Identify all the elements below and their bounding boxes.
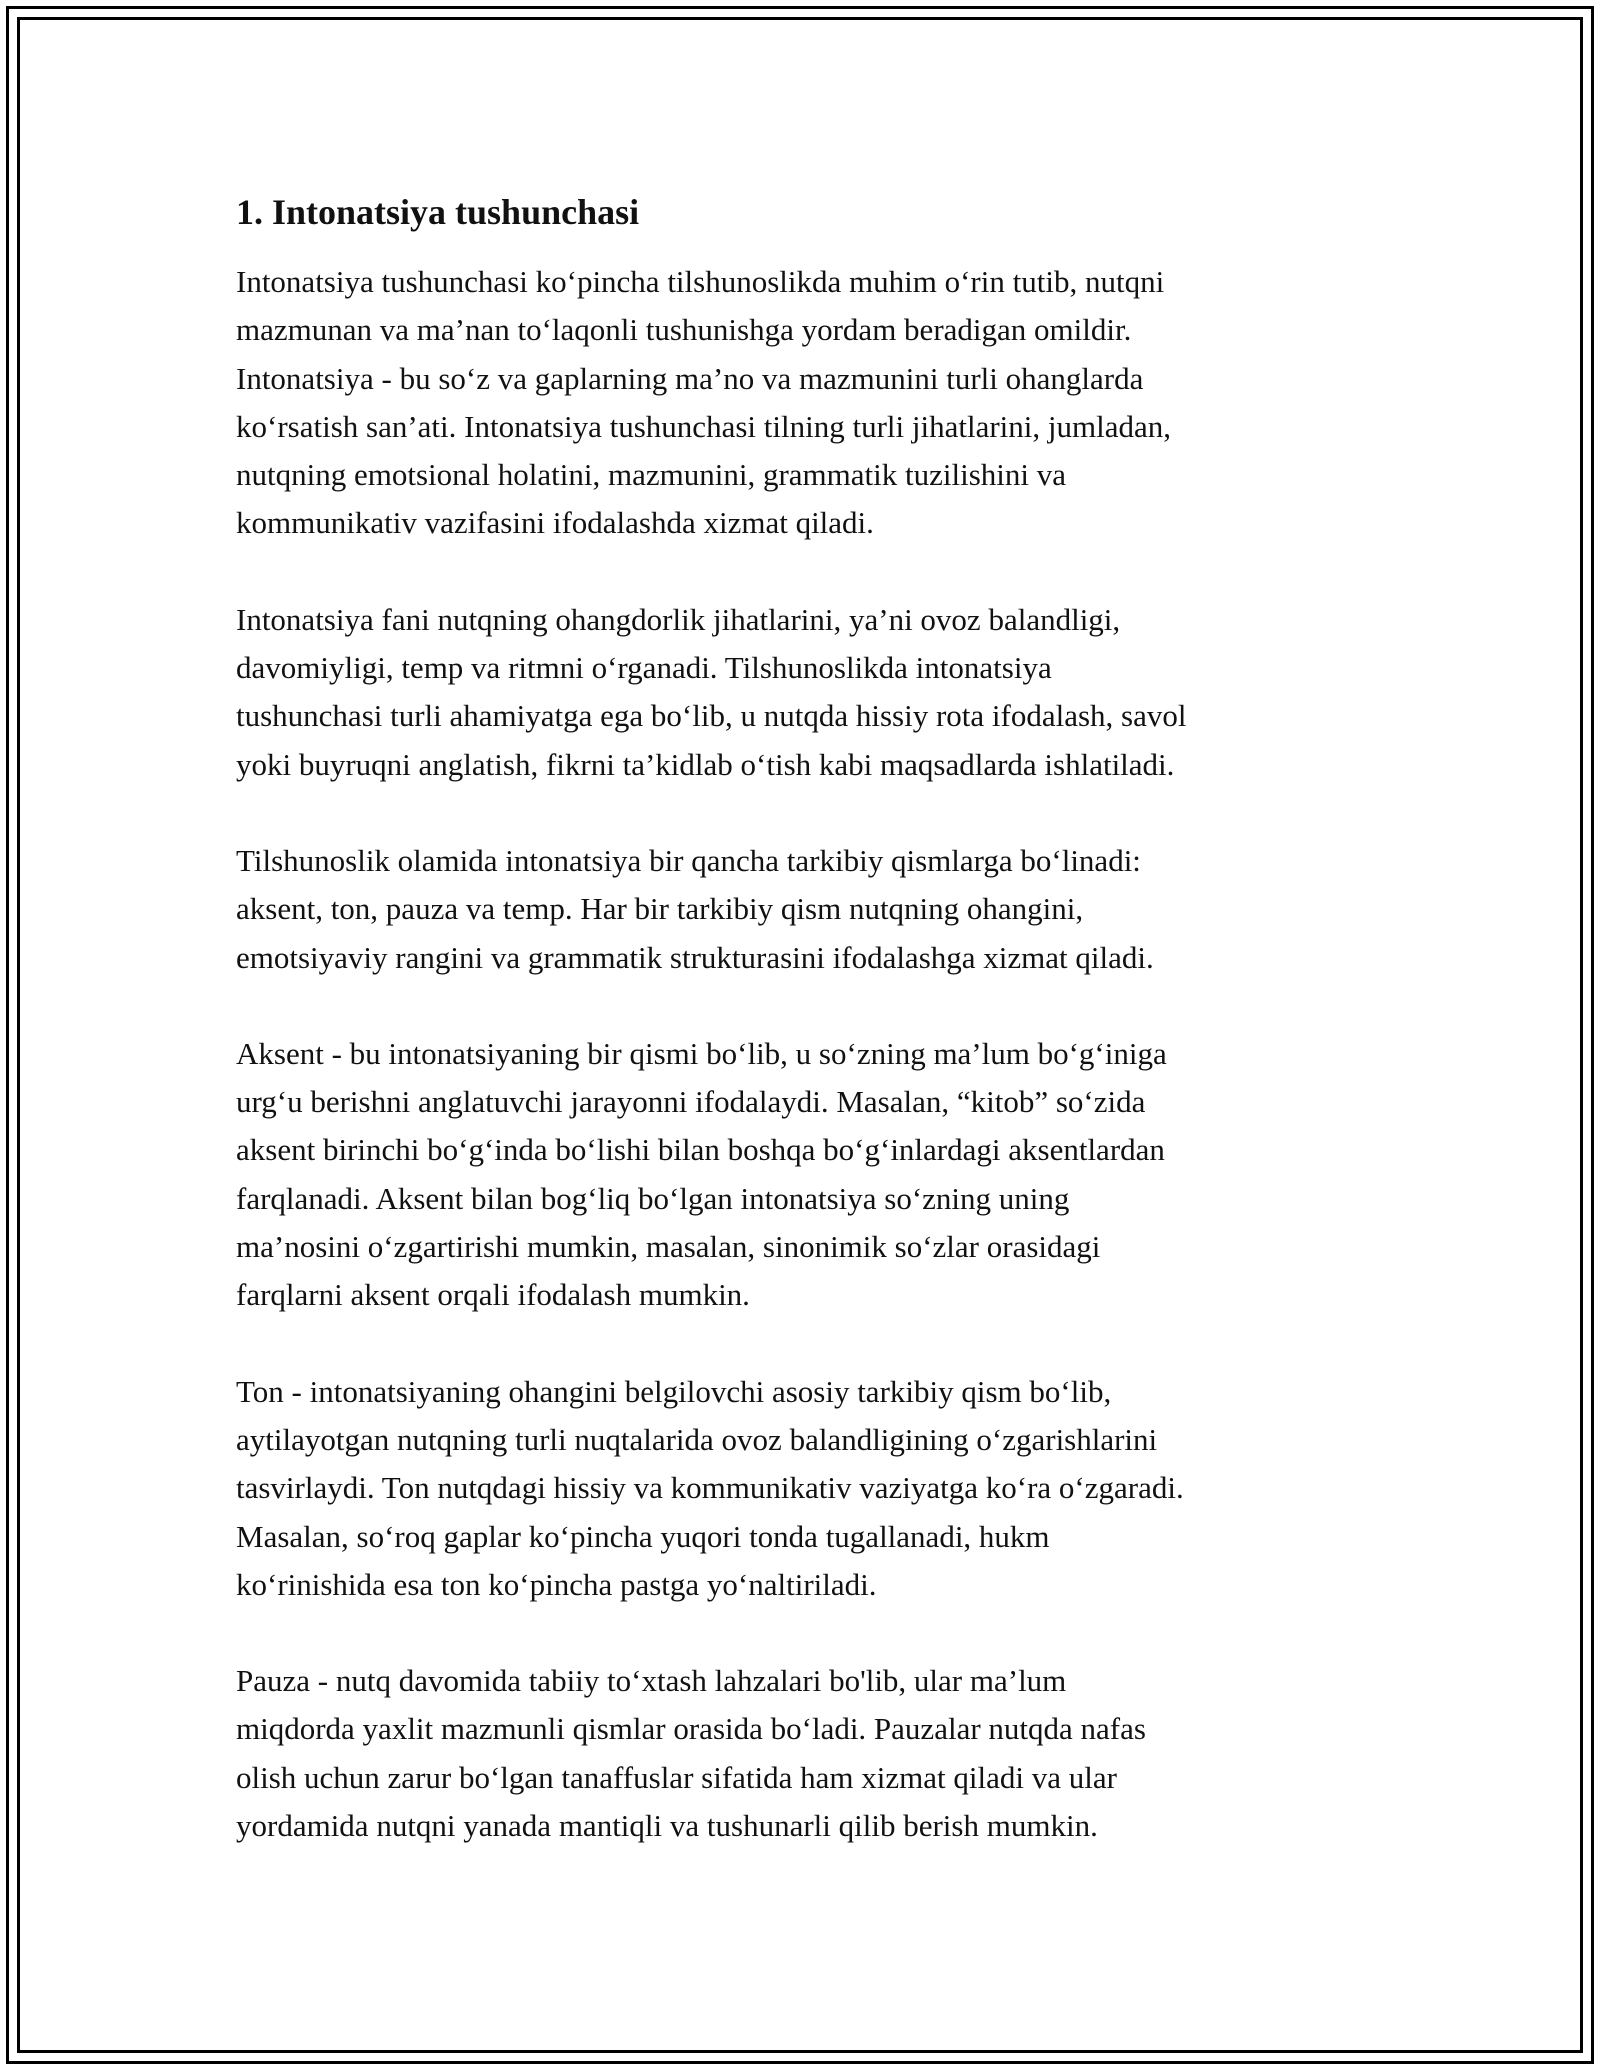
- text-line: farqlanadi. Aksent bilan bog‘liq bo‘lgan intonatsiya so‘zning uning: [236, 1180, 1070, 1216]
- text-line: emotsiyaviy rangini va grammatik strukturasini ifodalashga xizmat qiladi.: [236, 939, 1154, 975]
- text-line: Ton - intonatsiyaning ohangini belgilovchi asosiy tarkibiy qism bo‘lib,: [236, 1373, 1112, 1409]
- text-line: ma’nosini o‘zgartirishi mumkin, masalan, sinonimik so‘zlar orasidagi: [236, 1229, 1101, 1265]
- section-heading: 1. Intonatsiya tushunchasi: [236, 192, 640, 232]
- text-line: aytilayotgan nutqning turli nuqtalarida ovoz balandligining o‘zgarishlarini: [236, 1421, 1158, 1457]
- text-line: Aksent - bu intonatsiyaning bir qismi bo‘lib, u so‘zning ma’lum bo‘g‘iniga: [236, 1035, 1167, 1071]
- text-line: aksent, ton, pauza va temp. Har bir tarkibiy qism nutqning ohangini,: [236, 891, 1084, 927]
- document-body: [236, 188, 1376, 1898]
- text-line: Intonatsiya - bu so‘z va gaplarning ma’no va mazmunini turli ohanglarda: [236, 360, 1144, 396]
- text-line: Masalan, so‘roq gaplar ko‘pincha yuqori tonda tugallanadi, hukm: [236, 1518, 1050, 1554]
- text-line: yoki buyruqni anglatish, fikrni ta’kidlab o‘tish kabi maqsadlarda ishlatiladi.: [236, 746, 1175, 782]
- text-line: Pauza - nutq davomida tabiiy to‘xtash lahzalari bo'lib, ular ma’lum: [236, 1663, 1067, 1699]
- text-line: urg‘u berishni anglatuvchi jarayonni ifodalaydi. Masalan, “kitob” so‘zida: [236, 1084, 1146, 1120]
- text-line: kommunikativ vazifasini ifodalashda xizmat qiladi.: [236, 505, 874, 541]
- text-line: miqdorda yaxlit mazmunli qismlar orasida bo‘ladi. Pauzalar nutqda nafas: [236, 1711, 1146, 1747]
- text-line: yordamida nutqni yanada mantiqli va tushunarli qilib berish mumkin.: [236, 1808, 1098, 1844]
- text-line: ko‘rsatish san’ati. Intonatsiya tushunchasi tilning turli jihatlarini, jumladan,: [236, 408, 1171, 444]
- text-line: olish uchun zarur bo‘lgan tanaffuslar sifatida ham xizmat qiladi va ular: [236, 1759, 1117, 1795]
- text-line: ko‘rinishida esa ton ko‘pincha pastga yo‘naltiriladi.: [236, 1566, 877, 1602]
- text-line: davomiyligi, temp va ritmni o‘rganadi. Tilshunoslikda intonatsiya: [236, 650, 1052, 686]
- text-line: Intonatsiya fani nutqning ohangdorlik jihatlarini, ya’ni ovoz balandligi,: [236, 601, 1121, 637]
- paragraph-intonation-science: [236, 596, 1376, 789]
- text-line: farqlarni aksent orqali ifodalash mumkin.: [236, 1277, 750, 1313]
- paragraph-components: [236, 837, 1376, 982]
- paragraph-intro: [236, 258, 1376, 548]
- text-line: mazmunan va ma’nan to‘laqonli tushunishga yordam beradigan omildir.: [236, 312, 1132, 348]
- text-line: tushunchasi turli ahamiyatga ega bo‘lib, u nutqda hissiy rota ifodalash, savol: [236, 698, 1187, 734]
- paragraph-pause: [236, 1657, 1376, 1850]
- text-line: tasvirlaydi. Ton nutqdagi hissiy va kommunikativ vaziyatga ko‘ra o‘zgaradi.: [236, 1470, 1184, 1506]
- paragraph-accent: [236, 1030, 1376, 1320]
- text-line: Tilshunoslik olamida intonatsiya bir qancha tarkibiy qismlarga bo‘linadi:: [236, 842, 1141, 878]
- text-line: nutqning emotsional holatini, mazmunini, grammatik tuzilishini va: [236, 457, 1066, 493]
- paragraph-tone: [236, 1368, 1376, 1609]
- text-line: Intonatsiya tushunchasi ko‘pincha tilshunoslikda muhim o‘rin tutib, nutqni: [236, 264, 1165, 299]
- text-line: aksent birinchi bo‘g‘inda bo‘lishi bilan boshqa bo‘g‘inlardagi aksentlardan: [236, 1132, 1165, 1168]
